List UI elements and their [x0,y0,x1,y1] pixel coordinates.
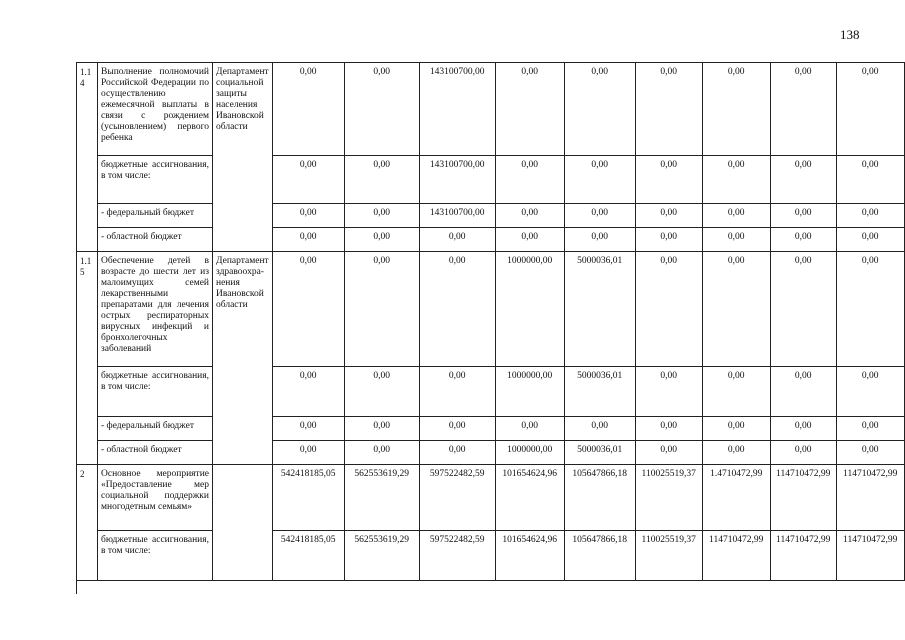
table-row [77,228,905,252]
value-cell: 0,00 [836,63,904,156]
value-cell: 105647866,18 [564,531,635,581]
value-cell: 0,00 [495,228,564,252]
row-name: бюджетные ассигнования, в том числе: [98,367,213,417]
value-cell: 0,00 [564,228,635,252]
value-cell: 110025519,37 [635,531,702,581]
value-cell: 5000036,01 [564,367,635,417]
value-cell: 0,00 [495,63,564,156]
row-department: Департамент социальной защиты населения Ивановской области [213,63,273,252]
budget-table [76,62,905,581]
row-name: бюджетные ассигнования, в том числе: [98,156,213,204]
value-cell: 0,00 [770,252,836,367]
value-cell: 0,00 [272,441,344,465]
value-cell: 0,00 [344,367,419,417]
value-cell: 0,00 [770,63,836,156]
value-cell: 143100700,00 [419,204,495,228]
value-cell: 0,00 [770,156,836,204]
value-cell: 1000000,00 [495,252,564,367]
value-cell: 114710472,99 [836,531,904,581]
row-name: Выполнение полномочий Российской Федерации по осуществлению ежемесячной выплаты в связи с рождением (усыновлением) первого ребенка [98,63,213,156]
value-cell: 0,00 [770,367,836,417]
value-cell: 0,00 [702,252,770,367]
value-cell: 114710472,99 [836,465,904,531]
value-cell: 143100700,00 [419,156,495,204]
value-cell: 0,00 [770,204,836,228]
value-cell: 114710472,99 [702,531,770,581]
value-cell: 0,00 [272,63,344,156]
row-code: 1.1 4 [77,63,98,252]
value-cell: 0,00 [836,441,904,465]
table-row [77,367,905,417]
value-cell: 0,00 [635,63,702,156]
value-cell: 0,00 [702,367,770,417]
row-name: бюджетные ассигнования, в том числе: [98,531,213,581]
value-cell: 0,00 [836,228,904,252]
value-cell: 597522482,59 [419,465,495,531]
value-cell: 101654624,96 [495,465,564,531]
table-row [77,417,905,441]
value-cell: 0,00 [702,441,770,465]
value-cell: 0,00 [344,63,419,156]
page-number: 138 [840,27,860,42]
value-cell: 0,00 [419,252,495,367]
table-row [77,465,905,531]
row-department [213,465,273,581]
value-cell: 0,00 [344,252,419,367]
row-department: Департамент здравоохра-нения Ивановской области [213,252,273,465]
value-cell: 0,00 [836,204,904,228]
value-cell: 0,00 [770,228,836,252]
value-cell: 1000000,00 [495,441,564,465]
value-cell: 0,00 [272,228,344,252]
table-row [77,156,905,204]
value-cell: 0,00 [272,417,344,441]
value-cell: 597522482,59 [419,531,495,581]
value-cell: 0,00 [836,417,904,441]
value-cell: 0,00 [770,417,836,441]
table-border-stub [76,580,77,594]
table-row [77,63,905,156]
value-cell: 0,00 [344,228,419,252]
value-cell: 0,00 [702,63,770,156]
value-cell: 562553619,29 [344,465,419,531]
value-cell: 0,00 [635,441,702,465]
value-cell: 1000000,00 [495,367,564,417]
value-cell: 0,00 [344,441,419,465]
value-cell: 0,00 [272,252,344,367]
value-cell: 0,00 [702,156,770,204]
value-cell: 114710472,99 [770,465,836,531]
value-cell: 0,00 [564,156,635,204]
value-cell: 0,00 [419,228,495,252]
value-cell: 542418185,05 [272,465,344,531]
value-cell: 0,00 [564,63,635,156]
table-row [77,204,905,228]
value-cell: 0,00 [635,252,702,367]
value-cell: 0,00 [635,228,702,252]
value-cell: 1.4710472,99 [702,465,770,531]
value-cell: 0,00 [836,252,904,367]
value-cell: 5000036,01 [564,252,635,367]
row-code: 1.1 5 [77,252,98,465]
value-cell: 0,00 [272,367,344,417]
table-row [77,531,905,581]
value-cell: 0,00 [419,417,495,441]
value-cell: 0,00 [702,417,770,441]
value-cell: 5000036,01 [564,441,635,465]
value-cell: 562553619,29 [344,531,419,581]
value-cell: 0,00 [702,228,770,252]
value-cell: 101654624,96 [495,531,564,581]
row-name: - областной бюджет [98,228,213,252]
value-cell: 0,00 [495,204,564,228]
value-cell: 114710472,99 [770,531,836,581]
value-cell: 0,00 [836,367,904,417]
table-row [77,252,905,367]
value-cell: 0,00 [344,417,419,441]
value-cell: 105647866,18 [564,465,635,531]
value-cell: 0,00 [419,441,495,465]
value-cell: 0,00 [635,156,702,204]
value-cell: 0,00 [272,156,344,204]
row-name: - федеральный бюджет [98,204,213,228]
value-cell: 0,00 [635,367,702,417]
value-cell: 0,00 [836,156,904,204]
table-row [77,441,905,465]
value-cell: 0,00 [635,417,702,441]
value-cell: 143100700,00 [419,63,495,156]
value-cell: 0,00 [344,204,419,228]
row-name: Обеспечение детей в возрасте до шести лет из малоимущих семей лекарственными препаратами для лечения острых респираторных вирусных инфекций и бронхолегочных заболеваний [98,252,213,367]
value-cell: 110025519,37 [635,465,702,531]
value-cell: 0,00 [702,204,770,228]
value-cell: 0,00 [770,441,836,465]
value-cell: 0,00 [495,156,564,204]
value-cell: 0,00 [344,156,419,204]
row-name: - областной бюджет [98,441,213,465]
row-name: Основное мероприятие «Предоставление мер социальной поддержки многодетным семьям» [98,465,213,531]
value-cell: 0,00 [564,417,635,441]
row-code: 2 [77,465,98,581]
value-cell: 0,00 [272,204,344,228]
value-cell: 0,00 [495,417,564,441]
value-cell: 542418185,05 [272,531,344,581]
value-cell: 0,00 [419,367,495,417]
value-cell: 0,00 [635,204,702,228]
value-cell: 0,00 [564,204,635,228]
row-name: - федеральный бюджет [98,417,213,441]
